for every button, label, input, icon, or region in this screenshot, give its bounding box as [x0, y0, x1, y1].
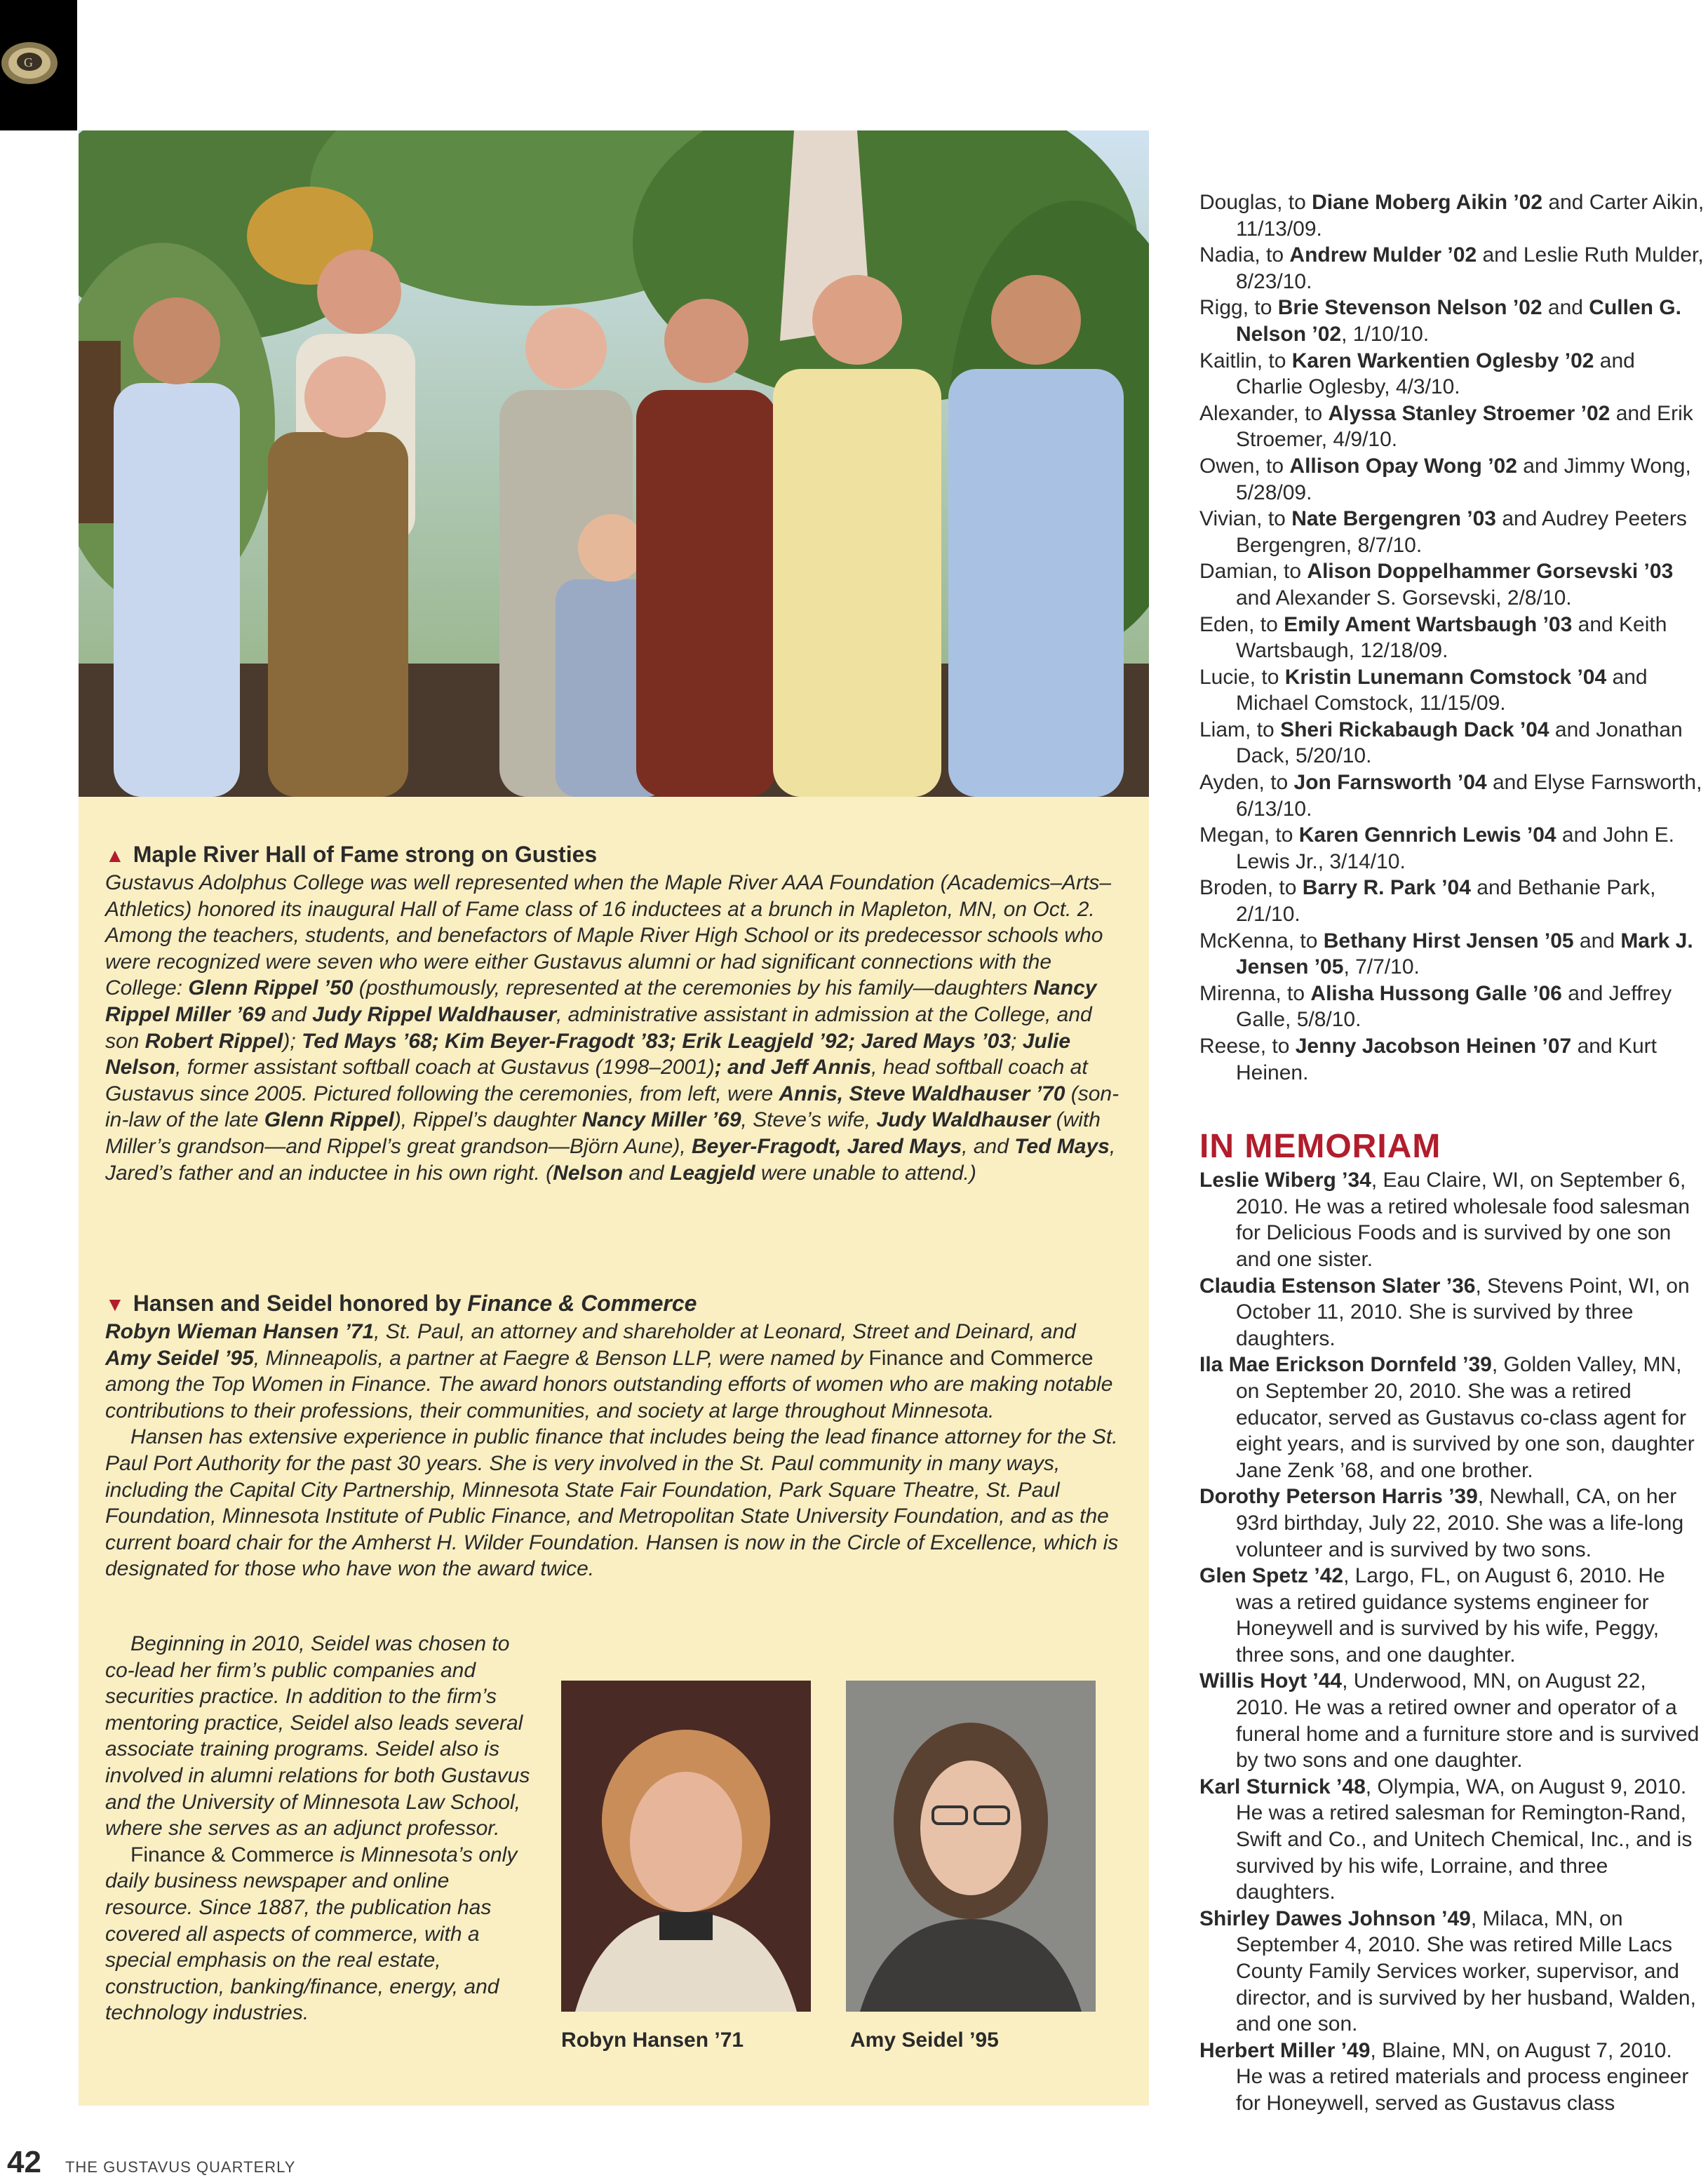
list-item: Reese, to Jenny Jacobson Heinen ’07 and Kurt Heinen. [1199, 1035, 1657, 1084]
story-heading: ▼ Hansen and Seidel honored by Finance & Commerce [105, 1291, 697, 1316]
list-item: Alexander, to Alyssa Stanley Stroemer ’02 and Erik Stroemer, 4/9/10. [1199, 401, 1693, 452]
portrait-hansen [561, 1681, 811, 2012]
memoriam-heading: IN MEMORIAM [1199, 1128, 1441, 1166]
ring-icon [0, 28, 77, 98]
list-item: Owen, to Allison Opay Wong ’02 and Jimmy Wong, 5/28/09. [1199, 454, 1691, 504]
list-item: Broden, to Barry R. Park ’04 and Bethanie Park, 2/1/10. [1199, 876, 1656, 927]
story-paragraph-2: Hansen has extensive experience in public finance that includes being the lead finance attorney for the St. Paul Port Authority for the past 30 years. She is very involved in the St. Paul community in many ways, including the Capital City Partnership, Minnesota State Fair Foundation, Park Square Theatre, St. Paul Foundation, Minnesota Institute of Public Finance, and Metropolitan State University Foundation, and as the current board chair for the Amherst H. Wilder Foundation. Hansen is now in the Circle of Excellence, which is designated for those who have won the award twice. [105, 1425, 1119, 1581]
list-item: Glen Spetz ’42, Largo, FL, on August 6, 2010. He was a retired guidance systems engineer for Honeywell and is survived by his wife, Peggy, three sons, and one daughter. [1199, 1564, 1665, 1667]
page-footer [7, 2145, 295, 2180]
list-item: Douglas, to Diane Moberg Aikin ’02 and Carter Aikin, 11/13/09. [1199, 191, 1704, 241]
page-number: 42 [7, 2145, 41, 2179]
list-item: Claudia Estenson Slater ’36, Stevens Point, WI, on October 11, 2010. She is survived by three daughters. [1199, 1274, 1690, 1350]
list-item: Eden, to Emily Ament Wartsbaugh ’03 and Keith Wartsbaugh, 12/18/09. [1199, 612, 1667, 663]
story-body: Gustavus Adolphus College was well represented when the Maple River AAA Foundation (Academics–Arts–Athletics) honored its inaugural Hall of Fame class of 16 inductees at a brunch in Mapleton, MN, on Oct. 2. Among the teachers, students, and benefactors of Maple River High School or its predecessor schools who were recognized were seven who were either Gustavus alumni or had significant connections with the College: Glenn Rippel ’50 (posthumously, represented at the ceremonies by his family—daughters Nancy Rippel Miller ’69 and Judy Rippel Waldhauser, administrative assistant in admission at the College, and son Robert Rippel); Ted Mays ’68; Kim Beyer-Fragodt ’83; Erik Leagjeld ’92; Jared Mays ’03; Julie Nelson, former assistant softball coach at Gustavus (1998–2001); and Jeff Annis, head softball coach at Gustavus since 2005. Pictured following the ceremonies, from left, were Annis, Steve Waldhauser ’70 (son-in-law of the late Glenn Rippel), Rippel’s daughter Nancy Miller ’69, Steve’s wife, Judy Waldhauser (with Miller’s grandson—and Rippel’s great grandson—Björn Aune), Beyer-Fragodt, Jared Mays, and Ted Mays, Jared’s father and an inductee in his own right. (Nelson and Leagjeld were unable to attend.) [105, 871, 1119, 1185]
list-item: Ila Mae Erickson Dornfeld ’39, Golden Valley, MN, on September 20, 2010. She was a retired educator, served as Gustavus co-class agent for eight years, and is survived by one son, daughter Jane Zenk ’68, and one brother. [1199, 1353, 1695, 1482]
class-ring-logo [0, 0, 77, 130]
right-column [1199, 189, 1704, 2117]
list-item: Nadia, to Andrew Mulder ’02 and Leslie Ruth Mulder, 8/23/10. [1199, 243, 1704, 293]
svg-text:G: G [24, 55, 33, 69]
list-item: Ayden, to Jon Farnsworth ’04 and Elyse Farnsworth, 6/13/10. [1199, 771, 1702, 821]
story-maple-river [105, 840, 1122, 1186]
story-heading: ▲ Maple River Hall of Fame strong on Gusties [105, 842, 598, 867]
caption-seidel: Amy Seidel ’95 [850, 2028, 999, 2052]
memoriam-list [1199, 1167, 1704, 2116]
list-item: Lucie, to Kristin Lunemann Comstock ’04 and Michael Comstock, 11/15/09. [1199, 665, 1648, 715]
list-item: Willis Hoyt ’44, Underwood, MN, on August 22, 2010. He was a retired owner and operator of a funeral home and a furniture store and is survived by two sons and one daughter. [1199, 1669, 1700, 1772]
triangle-up-icon: ▲ [105, 845, 125, 866]
caption-hansen: Robyn Hansen ’71 [561, 2028, 744, 2052]
list-item: Dorothy Peterson Harris ’39, Newhall, CA, on her 93rd birthday, July 22, 2010. She was a life-long volunteer and is survived by two sons. [1199, 1485, 1684, 1561]
story-paragraph-4: Finance & Commerce is Minnesota’s only daily business newspaper and online resource. Since 1887, the publication has covered all aspects of commerce, with a special emphasis on the real estate, construction, banking/finance, energy, and technology industries. [105, 1843, 518, 2025]
list-item: Megan, to Karen Gennrich Lewis ’04 and John E. Lewis Jr., 3/14/10. [1199, 823, 1675, 873]
list-item: Karl Sturnick ’48, Olympia, WA, on August 9, 2010. He was a retired salesman for Remington-Rand, Swift and Co., and Unitech Chemical, Inc., and is survived by his wife, Lorraine, and three daughters. [1199, 1775, 1693, 1904]
story-paragraph-3: Beginning in 2010, Seidel was chosen to co-lead her firm’s public companies and securities practice. In addition to the firm’s mentoring practice, Seidel also leads several associate training programs. Seidel also is involved in alumni relations for both Gustavus and the University of Minnesota Law School, where she serves as an adjunct professor. [105, 1632, 530, 1841]
list-item: Kaitlin, to Karen Warkentien Oglesby ’02 and Charlie Oglesby, 4/3/10. [1199, 349, 1635, 399]
story-paragraph-1: Robyn Wieman Hansen ’71, St. Paul, an attorney and shareholder at Leonard, Street and Deinard, and Amy Seidel ’95, Minneapolis, a partner at Faegre & Benson LLP, were named by Finance and Commerce among the Top Women in Finance. The award honors outstanding efforts of women who are making notable contributions to their professions, their communities, and society at large throughout Minnesota. [105, 1320, 1113, 1422]
list-item: Rigg, to Brie Stevenson Nelson ’02 and Cullen G. Nelson ’02, 1/10/10. [1199, 296, 1681, 346]
list-item: Shirley Dawes Johnson ’49, Milaca, MN, on September 4, 2010. She was retired Mille Lacs County Family Services worker, supervisor, and director, and is survived by her husband, Walden, and one son. [1199, 1906, 1696, 2036]
seidel-column [105, 1631, 533, 2026]
triangle-down-icon: ▼ [105, 1293, 125, 1315]
list-item: Herbert Miller ’49, Blaine, MN, on August 7, 2010. He was a retired materials and process engineer for Honeywell, served as Gustavus class [1199, 2038, 1689, 2115]
list-item: Mirenna, to Alisha Hussong Galle ’06 and Jeffrey Galle, 5/8/10. [1199, 981, 1672, 1032]
story-hansen-seidel [105, 1289, 1122, 1582]
list-item: Liam, to Sheri Rickabaugh Dack ’04 and Jonathan Dack, 5/20/10. [1199, 718, 1683, 768]
births-list [1199, 189, 1704, 1086]
list-item: McKenna, to Bethany Hirst Jensen ’05 and Mark J. Jensen ’05, 7/7/10. [1199, 929, 1693, 979]
list-item: Vivian, to Nate Bergengren ’03 and Audrey Peeters Bergengren, 8/7/10. [1199, 507, 1687, 557]
list-item: Leslie Wiberg ’34, Eau Claire, WI, on September 6, 2010. He was a retired wholesale food salesman for Delicious Foods and is survived by one son and one sister. [1199, 1169, 1690, 1271]
list-item: Damian, to Alison Doppelhammer Gorsevski ’03 and Alexander S. Gorsevski, 2/8/10. [1199, 560, 1674, 610]
portrait-seidel [846, 1681, 1096, 2012]
group-photo [79, 130, 1149, 797]
publication-name: THE GUSTAVUS QUARTERLY [65, 2158, 296, 2176]
